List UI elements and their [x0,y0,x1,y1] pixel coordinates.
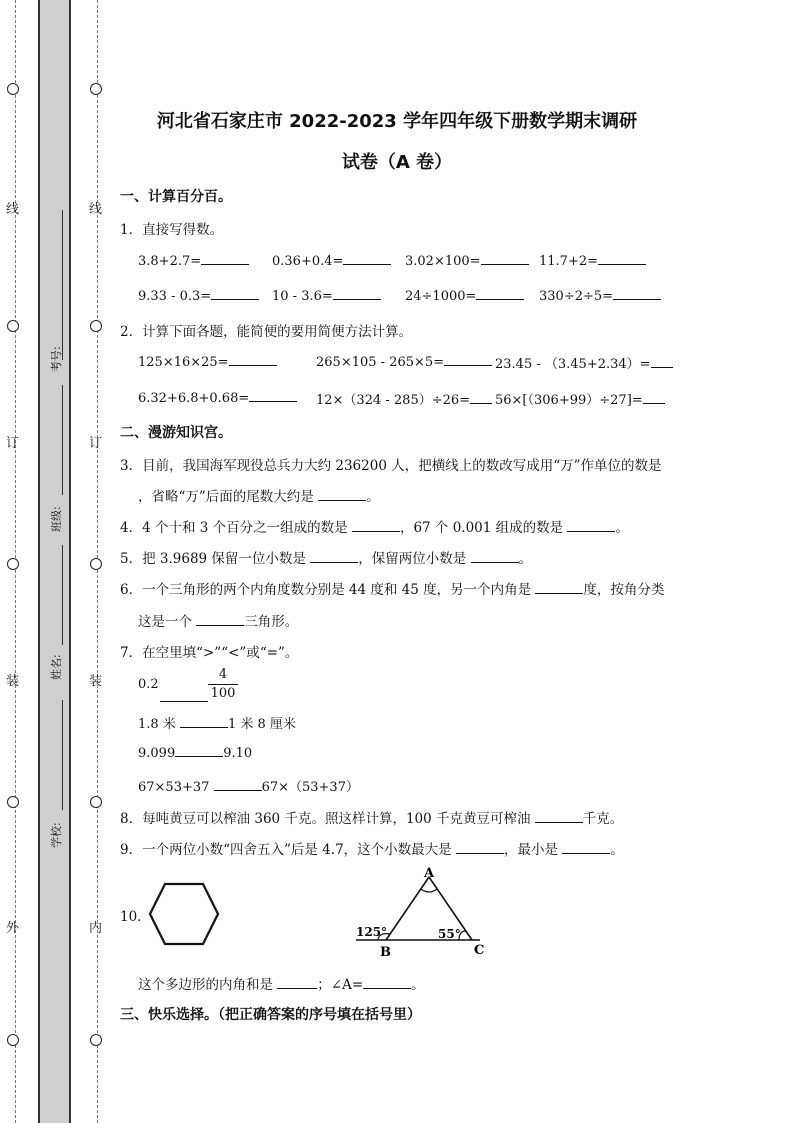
fraction-bar [208,684,238,685]
answer-blank[interactable] [249,389,297,402]
section-2-heading: 二、漫游知识宫。 [120,425,232,441]
answer-blank[interactable] [481,252,529,265]
q7-row1-blank[interactable] [160,701,208,702]
angle-55-label: 55° [438,927,461,941]
answer-blank[interactable] [444,353,492,366]
answer-blank[interactable] [214,778,262,791]
q2-item: 125×16×25= [138,353,277,370]
class-label: 班级: [50,506,63,532]
q9: 9．一个两位小数“四舍五入”后是 4.7，这个小数最大是 ，最小是 。 [120,842,624,858]
q6-line2: 这是一个 三角形。 [138,614,299,630]
school-label: 学校: [50,822,63,848]
point-b-label: B [380,945,391,957]
section-1-heading: 一、计算百分百。 [120,189,232,205]
answer-blank[interactable] [363,976,411,989]
binding-hole [90,558,102,570]
answer-blank[interactable] [567,519,615,532]
point-a-label: A [424,866,435,881]
q10-answer-line: 这个多边形的内角和是 ；∠A= 。 [138,977,425,993]
answer-blank[interactable] [562,841,610,854]
answer-blank[interactable] [471,550,519,563]
inner-char-nei: 内 [89,921,103,936]
q4: 4．4 个十和 3 个百分之一组成的数是 ，67 个 0.001 组成的数是 。 [120,520,629,536]
q2-item: 265×105 - 265×5= [316,353,492,370]
answer-blank[interactable] [175,744,223,757]
page-subtitle: 试卷（A 卷） [341,152,453,173]
point-c-label: C [474,943,485,957]
q8: 8．每吨黄豆可以榨油 360 千克。照这样计算，100 千克黄豆可榨油 千克。 [120,811,624,827]
binding-hole [90,320,102,332]
answer-blank[interactable] [456,841,504,854]
q7-row1-left: 0.2 [138,677,159,692]
answer-blank[interactable] [651,355,673,368]
q2-item: 6.32+6.8+0.68= [138,389,297,406]
q7-label: 7．在空里填“>”“<”或“=”。 [120,645,299,661]
class-line[interactable] [62,385,63,495]
binding-hole [90,83,102,95]
outer-char-zhuang: 装 [6,674,20,689]
q7-row4: 67×53+37 67×（53+37） [138,780,359,795]
q6-line1: 6．一个三角形的两个内角度数分别是 44 度和 45 度，另一个内角是 度，按角分类 [120,582,665,598]
q1-item: 0.36+0.4= [272,252,391,269]
q2-item: 12×（324 - 285）÷26= [316,389,492,408]
answer-blank[interactable] [211,287,259,300]
exam-number-line[interactable] [62,210,63,360]
binding-hole [7,83,19,95]
q1-item: 10 - 3.6= [272,287,381,304]
answer-blank[interactable] [535,581,583,594]
inner-char-xian: 线 [89,202,103,217]
fraction-denominator: 100 [210,686,236,701]
school-line[interactable] [62,700,63,810]
binding-hole [7,1034,19,1046]
answer-blank[interactable] [310,550,358,563]
q1-item: 24÷1000= [405,287,524,304]
q1-item: 3.02×100= [405,252,529,269]
binding-hole [7,796,19,808]
answer-blank[interactable] [535,810,583,823]
q3-line2: ，省略“万”后面的尾数大约是 。 [138,489,380,505]
outer-char-xian: 线 [6,202,20,217]
answer-blank[interactable] [352,519,400,532]
inner-char-ding: 订 [89,436,103,451]
q10-label: 10． [120,909,151,925]
q7-row3: 9.099 9.10 [138,746,253,761]
outer-char-ding: 订 [6,436,20,451]
hexagon-figure [146,880,222,948]
inner-char-zhuang: 装 [89,674,103,689]
q1-item: 9.33 - 0.3= [138,287,259,304]
exam-number-label: 考号: [50,346,63,372]
page-title: 河北省石家庄市 2022-2023 学年四年级下册数学期末调研 [156,111,638,132]
angle-125-label: 125° [356,925,388,939]
q2-item: 23.45 - （3.45+2.34）= [495,353,673,372]
answer-blank[interactable] [343,252,391,265]
answer-blank[interactable] [613,287,661,300]
q3-line1: 3．目前，我国海军现役总兵力大约 236200 人，把横线上的数改写成用“万”作单位的数是 [120,458,662,474]
answer-blank[interactable] [598,252,646,265]
answer-blank[interactable] [196,613,244,626]
section-3-heading: 三、快乐选择。（把正确答案的序号填在括号里） [120,1007,421,1023]
answer-blank[interactable] [180,715,228,728]
answer-blank[interactable] [318,488,366,501]
name-label: 姓名: [50,654,63,680]
q5: 5．把 3.9689 保留一位小数是 ，保留两位小数是 。 [120,551,533,567]
binding-hole [7,320,19,332]
answer-blank[interactable] [643,391,665,404]
q2-label: 2．计算下面各题，能简便的要用简便方法计算。 [120,324,413,340]
fraction-numerator: 4 [218,667,228,682]
answer-blank[interactable] [476,287,524,300]
q1-item: 330÷2÷5= [539,287,661,304]
answer-blank[interactable] [229,353,277,366]
q2-item: 56×[（306+99）÷27]= [495,389,665,408]
q7-row2: 1.8 米 1 米 8 厘米 [138,717,296,732]
outer-char-wai: 外 [6,921,20,936]
q1-item: 3.8+2.7= [138,252,249,269]
triangle-figure [348,865,490,957]
answer-blank[interactable] [201,252,249,265]
q1-label: 1．直接写得数。 [120,222,224,238]
name-line[interactable] [62,545,63,645]
answer-blank[interactable] [277,976,317,989]
answer-blank[interactable] [333,287,381,300]
binding-hole [90,1034,102,1046]
binding-hole [90,796,102,808]
binding-hole [7,558,19,570]
q1-item: 11.7+2= [539,252,646,269]
answer-blank[interactable] [470,391,492,404]
